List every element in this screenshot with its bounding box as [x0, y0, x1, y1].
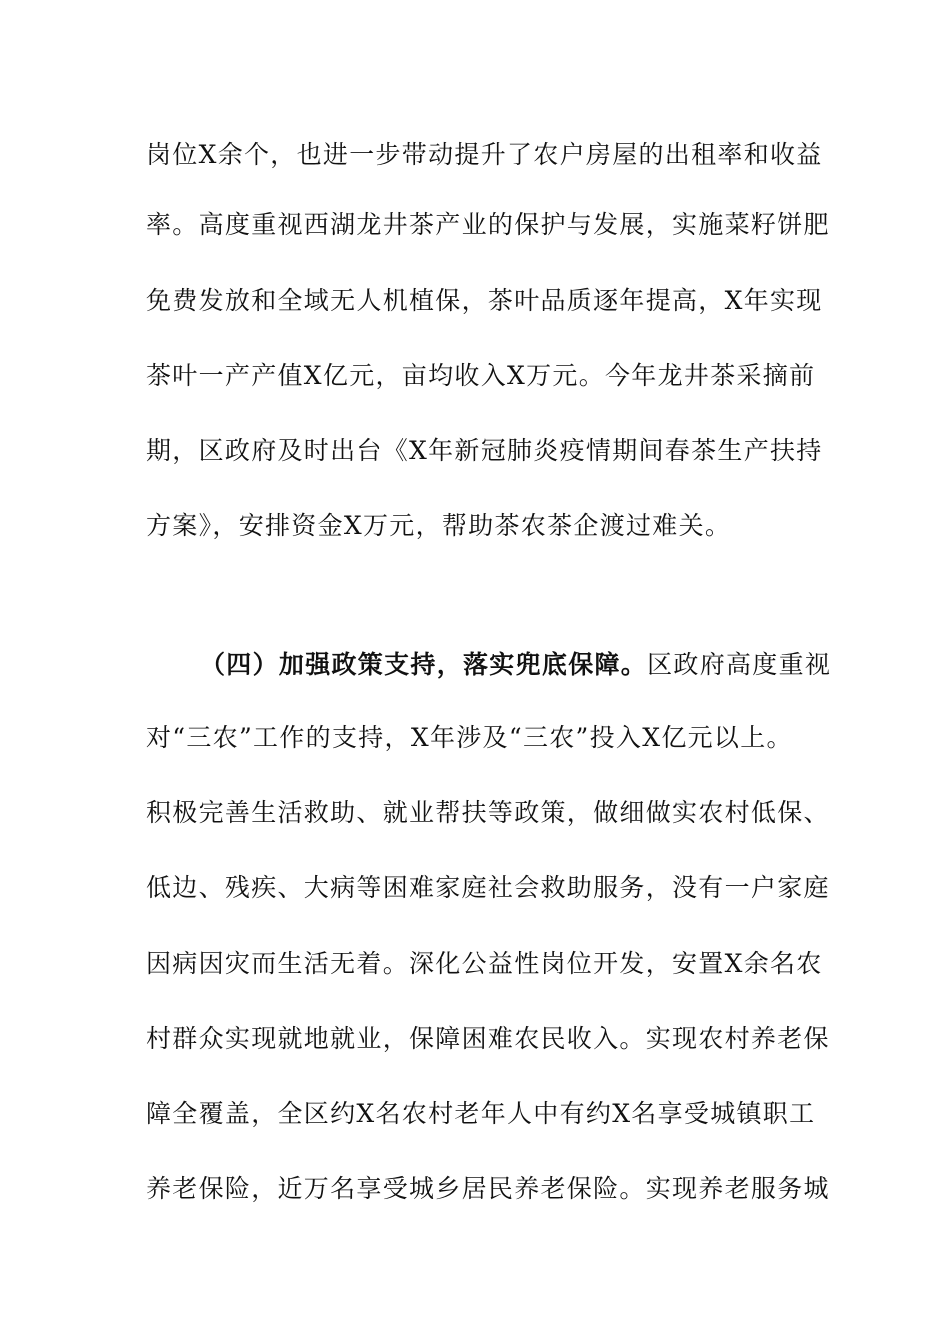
- text-line: 率。高度重视西湖龙井茶产业的保护与发展，实施菜籽饼肥: [146, 210, 830, 239]
- text-line: 方案》，安排资金X万元，帮助茶农茶企渡过难关。: [146, 511, 732, 540]
- text-line: 养老保险，近万名享受城乡居民养老保险。实现养老服务城: [146, 1174, 830, 1203]
- text-line: 因病因灾而生活无着。深化公益性岗位开发，安置X余名农: [146, 949, 823, 978]
- text-line: 免费发放和全域无人机植保，茶叶品质逐年提高，X年实现: [146, 286, 823, 315]
- text-line: 期，区政府及时出台《X年新冠肺炎疫情期间春茶生产扶持: [146, 436, 823, 465]
- text-line: 积极完善生活救助、就业帮扶等政策，做细做实农村低保、: [146, 798, 830, 827]
- section-heading-line: [200, 650, 831, 680]
- text-line: 岗位X余个，也进一步带动提升了农户房屋的出租率和收益: [146, 140, 823, 169]
- text-line: 村群众实现就地就业，保障困难农民收入。实现农村养老保: [146, 1024, 830, 1053]
- text-line: 对“三农”工作的支持，X年涉及“三农”投入X亿元以上。: [146, 723, 793, 752]
- text-line: 低边、残疾、大病等困难家庭社会救助服务，没有一户家庭: [146, 873, 830, 902]
- section-heading: （四）加强政策支持，落实兜底保障。: [200, 650, 648, 679]
- text-line: 障全覆盖，全区约X名农村老年人中有约X名享受城镇职工: [146, 1099, 816, 1128]
- text-line: 茶叶一产产值X亿元，亩均收入X万元。今年龙井茶采摘前: [146, 361, 816, 390]
- heading-line-text: 区政府高度重视: [647, 650, 832, 679]
